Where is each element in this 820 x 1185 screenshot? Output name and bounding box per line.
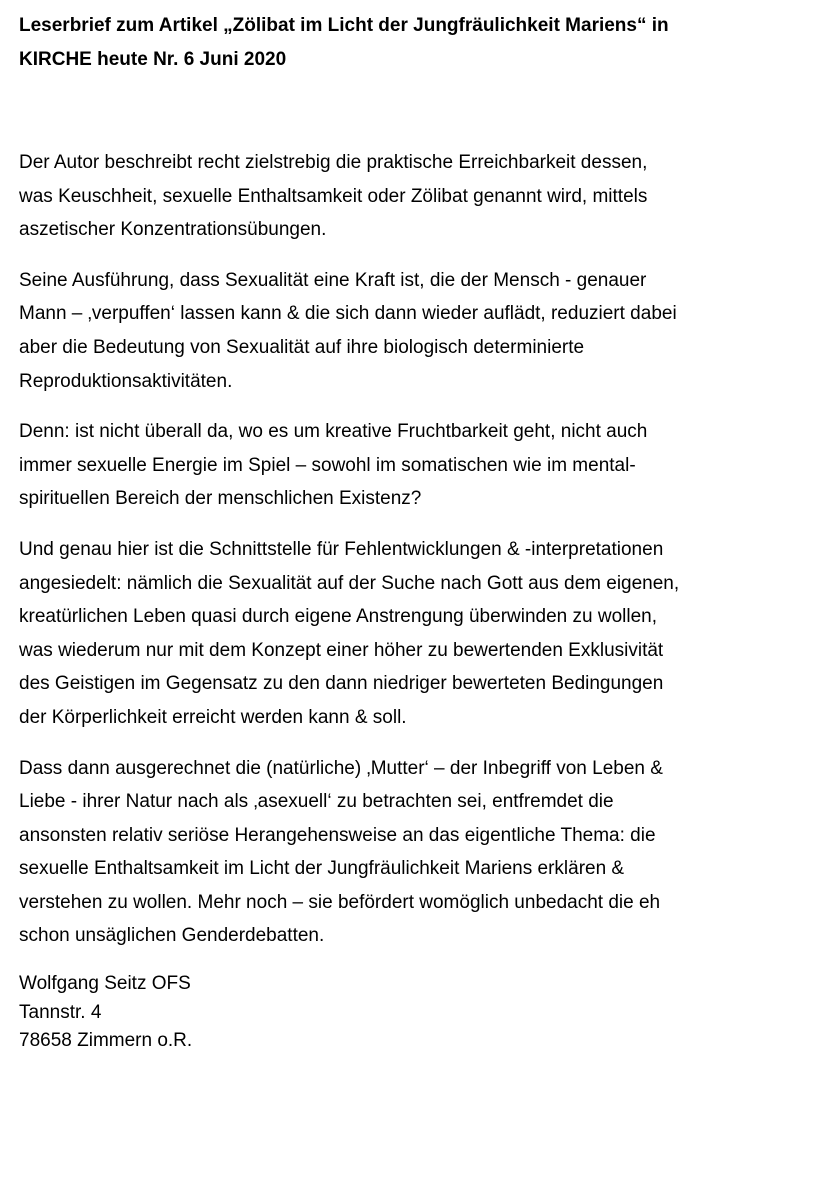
paragraph-line: schon unsäglichen Genderdebatten. [19, 925, 325, 947]
paragraph-line: immer sexuelle Energie im Spiel – sowohl im somatischen wie im mental- [19, 454, 636, 476]
paragraph-line: aszetischer Konzentrationsübungen. [19, 219, 327, 241]
paragraph-line: was wiederum nur mit dem Konzept einer höher zu bewertenden Exklusivität [19, 639, 664, 661]
paragraph-line: aber die Bedeutung von Sexualität auf ihre biologisch determinierte [19, 336, 585, 358]
letter-page [19, 9, 809, 1056]
signature-city: 78658 Zimmern o.R. [19, 1030, 193, 1052]
paragraph-line: Der Autor beschreibt recht zielstrebig die praktische Erreichbarkeit dessen, [19, 152, 648, 173]
paragraph-line: Und genau hier ist die Schnittstelle für Fehlentwicklungen & -interpretationen [19, 538, 664, 560]
paragraph-line: der Körperlichkeit erreicht werden kann & soll. [19, 706, 407, 728]
paragraph-line: Dass dann ausgerechnet die (natürliche) ‚Mutter‘ – der Inbegriff von Leben & [19, 757, 663, 779]
paragraph-2 [19, 264, 809, 398]
paragraph-line: was Keuschheit, sexuelle Enthaltsamkeit oder Zölibat genannt wird, mittels [19, 185, 648, 207]
paragraph-line: Seine Ausführung, dass Sexualität eine Kraft ist, die der Mensch - genauer [19, 269, 647, 291]
paragraph-line: Denn: ist nicht überall da, wo es um kreative Fruchtbarkeit geht, nicht auch [19, 421, 648, 443]
signature-street: Tannstr. 4 [19, 1001, 102, 1023]
paragraph-4 [19, 533, 809, 735]
letter-title [19, 9, 809, 76]
paragraph-1 [19, 146, 809, 247]
title-line: KIRCHE heute Nr. 6 Juni 2020 [19, 48, 287, 70]
paragraph-line: ansonsten relativ seriöse Herangehensweise an das eigentliche Thema: die [19, 824, 656, 846]
paragraph-5 [19, 752, 809, 954]
signature-name: Wolfgang Seitz OFS [19, 973, 191, 995]
paragraph-line: kreatürlichen Leben quasi durch eigene Anstrengung überwinden zu wollen, [19, 606, 657, 628]
paragraph-line: angesiedelt: nämlich die Sexualität auf der Suche nach Gott aus dem eigenen, [19, 572, 680, 594]
paragraph-line: Reproduktionsaktivitäten. [19, 370, 233, 392]
paragraph-line: des Geistigen im Gegensatz zu den dann niedriger bewerteten Bedingungen [19, 673, 664, 695]
paragraph-line: Mann – ‚verpuffen‘ lassen kann & die sich dann wieder auflädt, reduziert dabei [19, 303, 677, 325]
paragraph-line: spirituellen Bereich der menschlichen Existenz? [19, 488, 422, 510]
signature-block [19, 970, 809, 1056]
paragraph-3 [19, 415, 809, 516]
paragraph-line: Liebe - ihrer Natur nach als ‚asexuell‘ zu betrachten sei, entfremdet die [19, 791, 614, 813]
paragraph-line: verstehen zu wollen. Mehr noch – sie befördert womöglich unbedacht die eh [19, 891, 661, 913]
letter-body [19, 146, 809, 1056]
paragraph-line: sexuelle Enthaltsamkeit im Licht der Jungfräulichkeit Mariens erklären & [19, 858, 625, 880]
title-line: Leserbrief zum Artikel „Zölibat im Licht der Jungfräulichkeit Mariens“ in [19, 15, 669, 36]
